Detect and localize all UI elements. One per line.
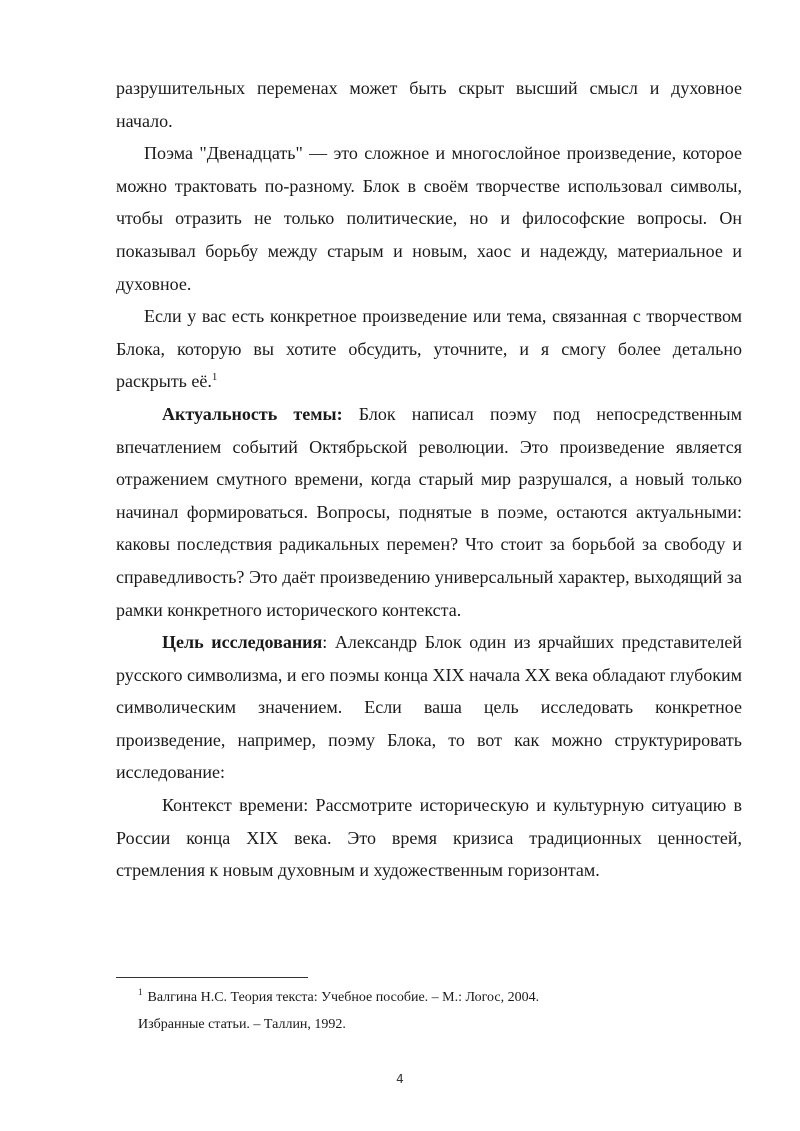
paragraph-research-goal: Цель исследования: Александр Блок один из ярчайших представителей русского символизма, и его поэмы конца XIX начала XX века обладают глубоким символическим значением. Если ваша цель исследовать конкретное произведение, например, поэму Блока, то вот как можно структурировать исследование: [116, 632, 742, 783]
footnote-reference[interactable]: 1 [211, 371, 218, 384]
footnote-continuation: Избранные статьи. – Таллин, 1992. [138, 1017, 346, 1032]
footnote-item: $^1$ Валгина Н.С. Теория текста: Учебное пособие. – М.: Логос, 2004. [138, 987, 540, 1005]
footnote-separator [116, 977, 308, 978]
body-text [116, 72, 742, 887]
relevance-heading: Актуальность темы: [162, 403, 343, 424]
paragraph-context: Контекст времени: Рассмотрите историческую и культурную ситуацию в России конца XIX века. Это время кризиса традиционных ценностей, стремления к новым духовным и художественным горизонтам. [116, 795, 742, 881]
paragraph-continuation: разрушительных переменах может быть скрыт высший смысл и духовное начало. [116, 78, 742, 131]
footnote-number: 1 [138, 987, 143, 998]
paragraph-clarification: Если у вас есть конкретное произведение или тема, связанная с творчеством Блока, которую вы хотите обсудить, уточните, и я смогу более детально раскрыть её.$^1$ [116, 306, 742, 392]
page-number: 4 [396, 1072, 404, 1086]
footnotes [138, 984, 738, 1038]
paragraph-poem-description: Поэма "Двенадцать" — это сложное и многослойное произведение, которое можно трактовать по-разному. Блок в своём творчестве использовал символы, чтобы отразить не только политические, но и философские вопросы. Он показывал борьбу между старым и новым, хаос и надежду, материальное и духовное. [116, 143, 742, 294]
research-goal-heading: Цель исследования [162, 632, 323, 653]
paragraph-relevance: Актуальность темы: Блок написал поэму под непосредственным впечатлением событий Октябрьской революции. Это произведение является отражением смутного времени, когда старый мир разрушался, а новый только начинал формироваться. Вопросы, поднятые в поэме, остаются актуальными: каковы последствия радикальных перемен? Что стоит за борьбой за свободу и справедливость? Это даёт произведению универсальный характер, выходящий за рамки конкретного исторического контекста. [116, 403, 742, 620]
